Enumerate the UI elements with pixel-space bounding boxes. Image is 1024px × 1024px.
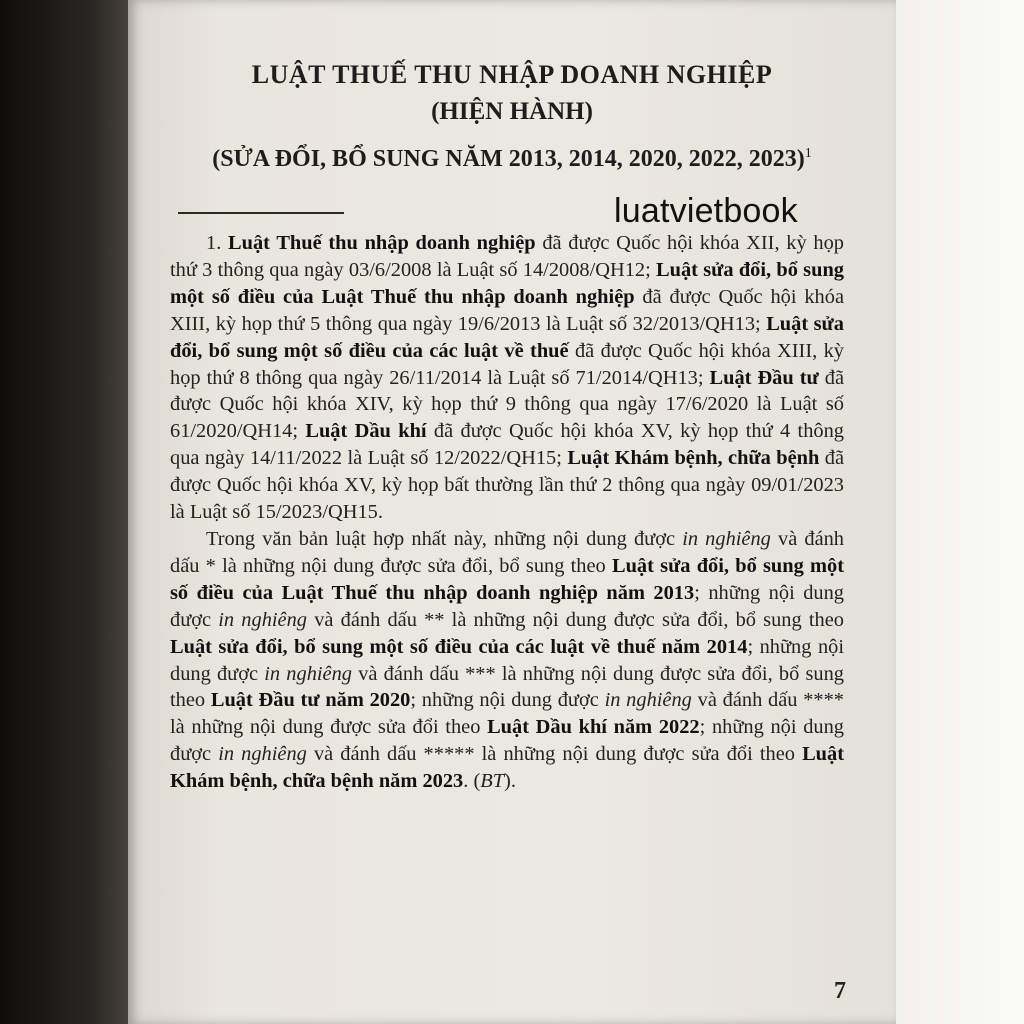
text-segment-bold: Luật Dầu khí năm 2022 — [487, 716, 700, 739]
text-segment-bold: Luật Đầu tư — [709, 366, 819, 389]
text-segment-normal: và đánh dấu * là những nội dung được sửa đổi, bổ sung theo — [170, 527, 845, 577]
text-segment-italic: in nghiêng — [218, 743, 307, 766]
text-segment-bold: Luật Khám bệnh, chữa bệnh — [567, 447, 820, 470]
amendment-years-heading — [128, 146, 896, 173]
text-segment-normal: đã được Quốc hội khóa XV, kỳ họp thứ 4 thông qua ngày 14/11/2022 là Luật số 12/2022/QH15; — [170, 420, 845, 470]
text-segment-bold: Luật sửa đổi, bổ sung một số điều của Luật Thuế thu nhập doanh nghiệp năm 2013 — [170, 554, 845, 604]
text-segment-normal: đã được Quốc hội khóa XII, kỳ họp thứ 3 thông qua ngày 03/6/2008 là Luật số 14/2008/QH12; — [170, 232, 844, 281]
text-segment-normal: đã được Quốc hội khóa XIII, kỳ họp thứ 5 thông qua ngày 19/6/2013 là Luật số 32/2013/QH13; — [170, 285, 844, 335]
text-segment-normal: 1. — [206, 232, 229, 254]
text-segment-normal: ; những nội dung được — [170, 716, 844, 766]
text-segment-bold: Luật Khám bệnh, chữa bệnh năm 2023 — [170, 743, 845, 793]
text-segment-normal: và đánh dấu ***** là những nội dung được sửa đổi theo — [306, 743, 803, 766]
text-segment-normal: ; những nội dung được — [410, 689, 605, 712]
text-segment-bold: Luật Thuế thu nhập doanh nghiệp — [228, 232, 536, 254]
text-segment-normal: ; những nội dung được — [170, 635, 844, 685]
background-surface — [896, 0, 1024, 1024]
footnote-paragraph — [170, 230, 844, 526]
text-segment-normal: và đánh dấu **** là những nội dung được sửa đổi theo — [170, 689, 844, 739]
text-segment-normal: Trong văn bản luật hợp nhất này, những nội dung được — [206, 527, 683, 550]
text-segment-bold: Luật sửa đổi, bổ sung một số điều của Luật Thuế thu nhập doanh nghiệp — [170, 258, 844, 308]
text-segment-normal: và đánh dấu *** là những nội dung được sửa đổi, bổ sung theo — [170, 662, 844, 712]
law-title: LUẬT THUẾ THU NHẬP DOANH NGHIỆP — [251, 60, 773, 89]
text-segment-normal: . ( — [463, 770, 481, 793]
page-number: 7 — [834, 978, 846, 1004]
text-segment-bold: Luật sửa đổi, bổ sung một số điều của các luật về thuế năm 2014 — [170, 635, 748, 658]
law-subtitle: (HIỆN HÀNH) — [431, 98, 593, 125]
text-segment-bold: Luật Dầu khí — [305, 420, 427, 443]
text-segment-normal: đã được Quốc hội khóa XIV, kỳ họp thứ 9 thông qua ngày 17/6/2020 là Luật số 61/2020/QH14; — [170, 366, 844, 443]
text-segment-italic: in nghiêng — [682, 527, 771, 550]
text-segment-italic: in nghiêng — [604, 689, 692, 712]
amendment-years-text: (SỬA ĐỔI, BỔ SUNG NĂM 2013, 2014, 2020, 2022, 2023) — [212, 146, 805, 172]
text-segment-normal: ; những nội dung được — [170, 581, 844, 631]
text-segment-bold: Luật sửa đổi, bổ sung một số điều của các luật về thuế — [170, 312, 844, 362]
watermark-text: luatvietbook — [614, 192, 798, 230]
footnote-reference: 1 — [804, 146, 812, 161]
book-spine-shadow — [0, 0, 132, 1024]
text-segment-normal: đã được Quốc hội khóa XV, kỳ họp bất thường lần thứ 2 thông qua ngày 09/01/2023 là Luật số 15/2023/QH15. — [170, 447, 845, 524]
text-segment-normal: đã được Quốc hội khóa XIII, kỳ họp thứ 8 thông qua ngày 26/11/2014 là Luật số 71/2014/QH13; — [170, 339, 844, 389]
text-segment-italic: BT — [480, 770, 505, 793]
footnote-body — [170, 230, 844, 795]
consolidation-note-paragraph — [170, 526, 844, 795]
text-segment-italic: in nghiêng — [218, 608, 308, 631]
text-segment-normal: ). — [504, 770, 516, 793]
text-segment-italic: in nghiêng — [264, 662, 352, 685]
footnote-divider — [178, 212, 344, 214]
text-segment-normal: và đánh dấu ** là những nội dung được sửa đổi, bổ sung theo — [307, 608, 844, 631]
text-segment-bold: Luật Đầu tư năm 2020 — [210, 689, 411, 712]
